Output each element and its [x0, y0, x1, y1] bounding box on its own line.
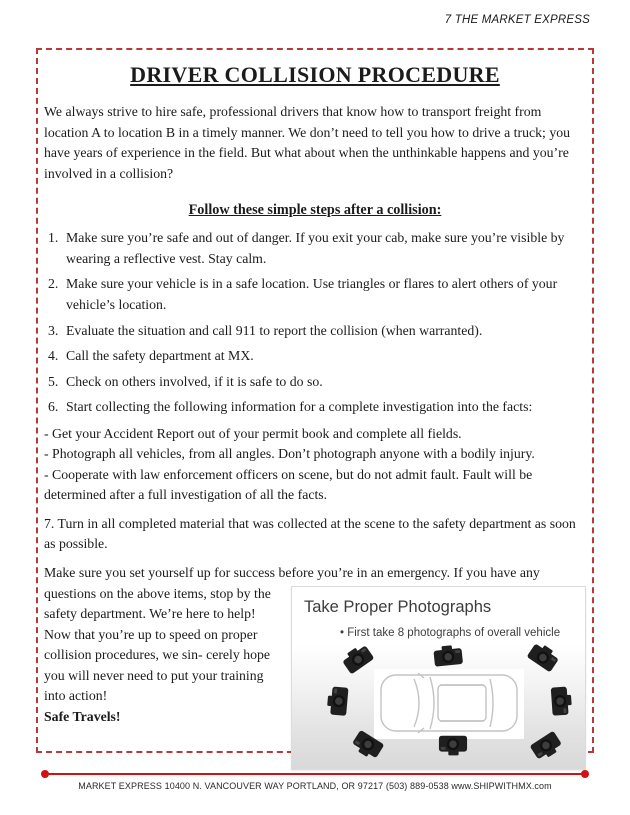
list-item — [44, 346, 586, 367]
figure-bullet-text: • First take 8 photographs of overall vehicle — [340, 626, 561, 639]
steps-heading: Follow these simple steps after a collision: — [188, 202, 442, 219]
page-title: DRIVER COLLISION PROCEDURE — [130, 62, 500, 87]
list-item-text: Check on others involved, if it is safe to do so. — [66, 373, 323, 389]
list-item-text: Evaluate the situation and call 911 to report the collision (when warranted). — [66, 322, 483, 338]
sub-item: - Cooperate with law enforcement officers on scene, but do not admit fault. Fault will be determined after a full investigation of all the facts. — [44, 466, 533, 503]
closing-line-1: Make sure you set yourself up for success before you’re in an emergency. If you have any — [44, 565, 540, 580]
list-item-number: 1. — [48, 230, 59, 246]
figure-title: Take Proper Photographs — [304, 597, 492, 616]
signoff-text: Safe Travels! — [44, 708, 121, 724]
footer-address-text: MARKET EXPRESS 10400 N. VANCOUVER WAY PORTLAND, OR 97217 (503) 889-0538 www.SHIPWITHMX.com — [78, 781, 552, 791]
camera-icon — [549, 685, 575, 717]
list-item — [44, 372, 586, 393]
camera-icon — [528, 728, 566, 764]
steps-list — [44, 228, 586, 417]
list-item-number: 4. — [48, 348, 59, 364]
list-item — [44, 321, 586, 342]
step-seven-paragraph: 7. Turn in all completed material that was collected at the scene to the safety department as soon as possible. — [44, 515, 576, 552]
list-item-text: Call the safety department at MX. — [66, 348, 254, 364]
list-item-text: Make sure you’re safe and out of danger. If you exit your cab, make sure you’re visible by wearing a reflective vest. Stay calm. — [66, 230, 565, 266]
list-item — [44, 397, 586, 418]
camera-icon — [438, 734, 468, 758]
page-header-label: 7 THE MARKET EXPRESS — [444, 14, 590, 26]
sub-items-block — [44, 424, 586, 506]
list-item — [44, 228, 586, 269]
list-item-text: Make sure your vehicle is in a safe location. Use triangles or flares to alert others of your vehicle’s location. — [66, 276, 558, 312]
footer-divider-line — [45, 773, 585, 775]
car-top-view-illustration — [378, 671, 520, 742]
list-item-number: 3. — [48, 322, 59, 338]
list-item-number: 6. — [48, 399, 59, 415]
camera-icon — [338, 639, 376, 676]
list-item-number: 5. — [48, 373, 59, 389]
camera-icon — [324, 685, 351, 717]
footer-dot-right — [581, 770, 589, 778]
take-proper-photographs-figure — [291, 586, 586, 770]
intro-paragraph: We always strive to hire safe, professional drivers that know how to transport freight from location A to location B in a timely manner. We don’t need to tell you how to drive a truck; you have years of experience in the field. But what about when the unthinkable happens and you’re involved in a collision? — [44, 104, 571, 181]
footer-dot-left — [41, 770, 49, 778]
list-item-number: 2. — [48, 276, 59, 292]
dashed-border-box — [36, 48, 594, 753]
closing-section — [44, 563, 586, 727]
camera-icon — [432, 641, 464, 668]
closing-rest: questions on the above items, stop by the safety department. We’re here to help! Now that you’re up to speed on proper collision procedures, we sin- cerely hope you will never need to put your training into action! — [44, 585, 271, 704]
list-item-text: Start collecting the following information for a complete investigation into the facts: — [66, 399, 533, 415]
sub-item: - Photograph all vehicles, from all angles. Don’t photograph anyone with a bodily injury. — [44, 446, 535, 462]
sub-item: - Get your Accident Report out of your permit book and complete all fields. — [44, 425, 462, 441]
camera-icon — [525, 637, 563, 674]
list-item — [44, 274, 586, 315]
